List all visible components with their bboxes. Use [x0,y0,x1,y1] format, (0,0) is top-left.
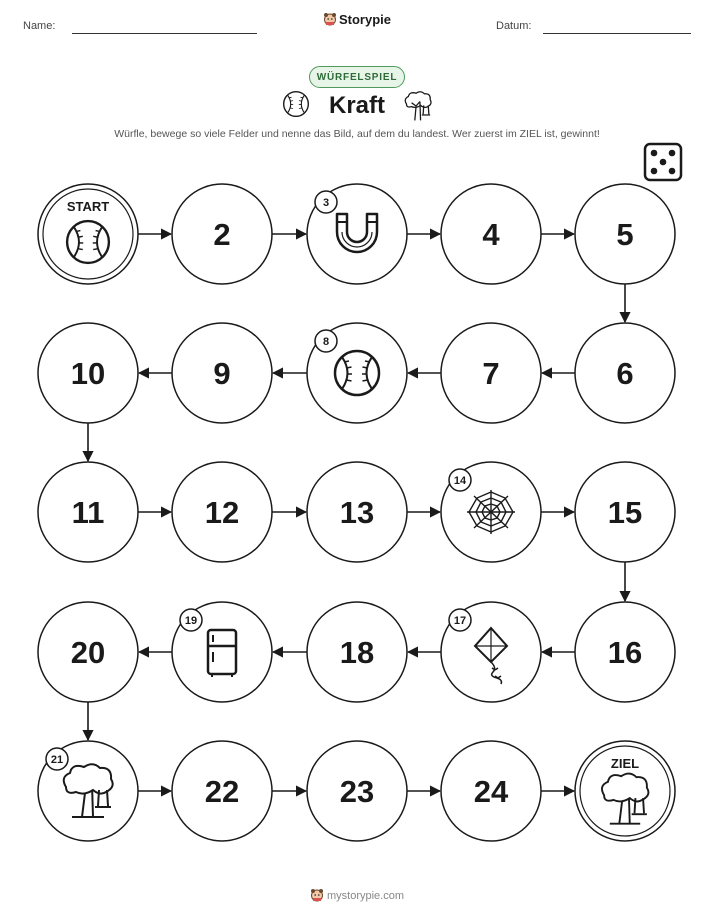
instructions: Würfle, bewege so viele Felder und nenne das Bild, auf dem du landest. Wer zuerst im ZIEL ist, gewinnt! [114,128,600,140]
board-cell-5 [575,184,675,284]
cell-number: 20 [70,635,106,670]
name-label: Name: [23,20,56,32]
board-cell-1 [38,184,138,284]
board-cell-23 [307,741,407,841]
cell-number: 4 [482,217,500,252]
board-cell-21 [38,741,138,841]
board-cell-13 [307,462,407,562]
cell-number: 10 [70,356,106,391]
board-cell-2 [172,184,272,284]
brand-name: Storypie [338,12,391,27]
baseball-icon [335,351,379,395]
board-cell-11 [38,462,138,562]
date-label: Datum: [496,20,532,32]
cell-number-label: 21 [50,754,64,766]
board-cell-17 [441,602,541,702]
cell-number: 24 [473,774,509,809]
footer [0,888,714,902]
cell-number-label: 8 [322,336,330,348]
cell-number: 18 [339,635,375,670]
board-cell-10 [38,323,138,423]
page-title: Kraft [328,92,385,119]
baseball-icon [67,221,109,263]
game-type-badge: WÜRFELSPIEL [309,66,405,88]
start-label: START [66,199,110,214]
board-cell-18 [307,602,407,702]
footer-url: mystorypie.com [326,890,405,902]
refrigerator-icon [208,630,236,677]
board-cell-4 [441,184,541,284]
board-cell-14 [441,462,541,562]
cell-number: 13 [339,495,375,530]
cell-number-label: 3 [322,197,330,209]
board-cell-12 [172,462,272,562]
cell-number: 6 [616,356,634,391]
board-cell-15 [575,462,675,562]
cell-number: 7 [482,356,500,391]
board-cell-3 [307,184,407,284]
cell-number: 9 [213,356,231,391]
cell-number: 22 [204,774,240,809]
board-cell-6 [575,323,675,423]
cell-number: 16 [607,635,643,670]
storypie-logo-icon [310,888,324,902]
cell-number: 2 [213,217,231,252]
cell-number: 23 [339,774,375,809]
cell-number: 11 [71,495,105,530]
cell-number-label: 19 [184,615,198,627]
board-cell-24 [441,741,541,841]
board-cell-20 [38,602,138,702]
board-cell-22 [172,741,272,841]
board-cell-8 [307,323,407,423]
board-cell-7 [441,323,541,423]
board-cell-25 [575,741,675,841]
cell-number-label: 17 [453,615,467,627]
cell-number: 15 [607,495,643,530]
cell-number: 12 [204,495,240,530]
board-cell-19 [172,602,272,702]
goal-label: ZIEL [610,756,640,771]
board-cell-9 [172,323,272,423]
cell-number-label: 14 [453,475,467,487]
board-cell-16 [575,602,675,702]
spider-web-icon [467,490,515,534]
cell-number: 5 [616,217,634,252]
